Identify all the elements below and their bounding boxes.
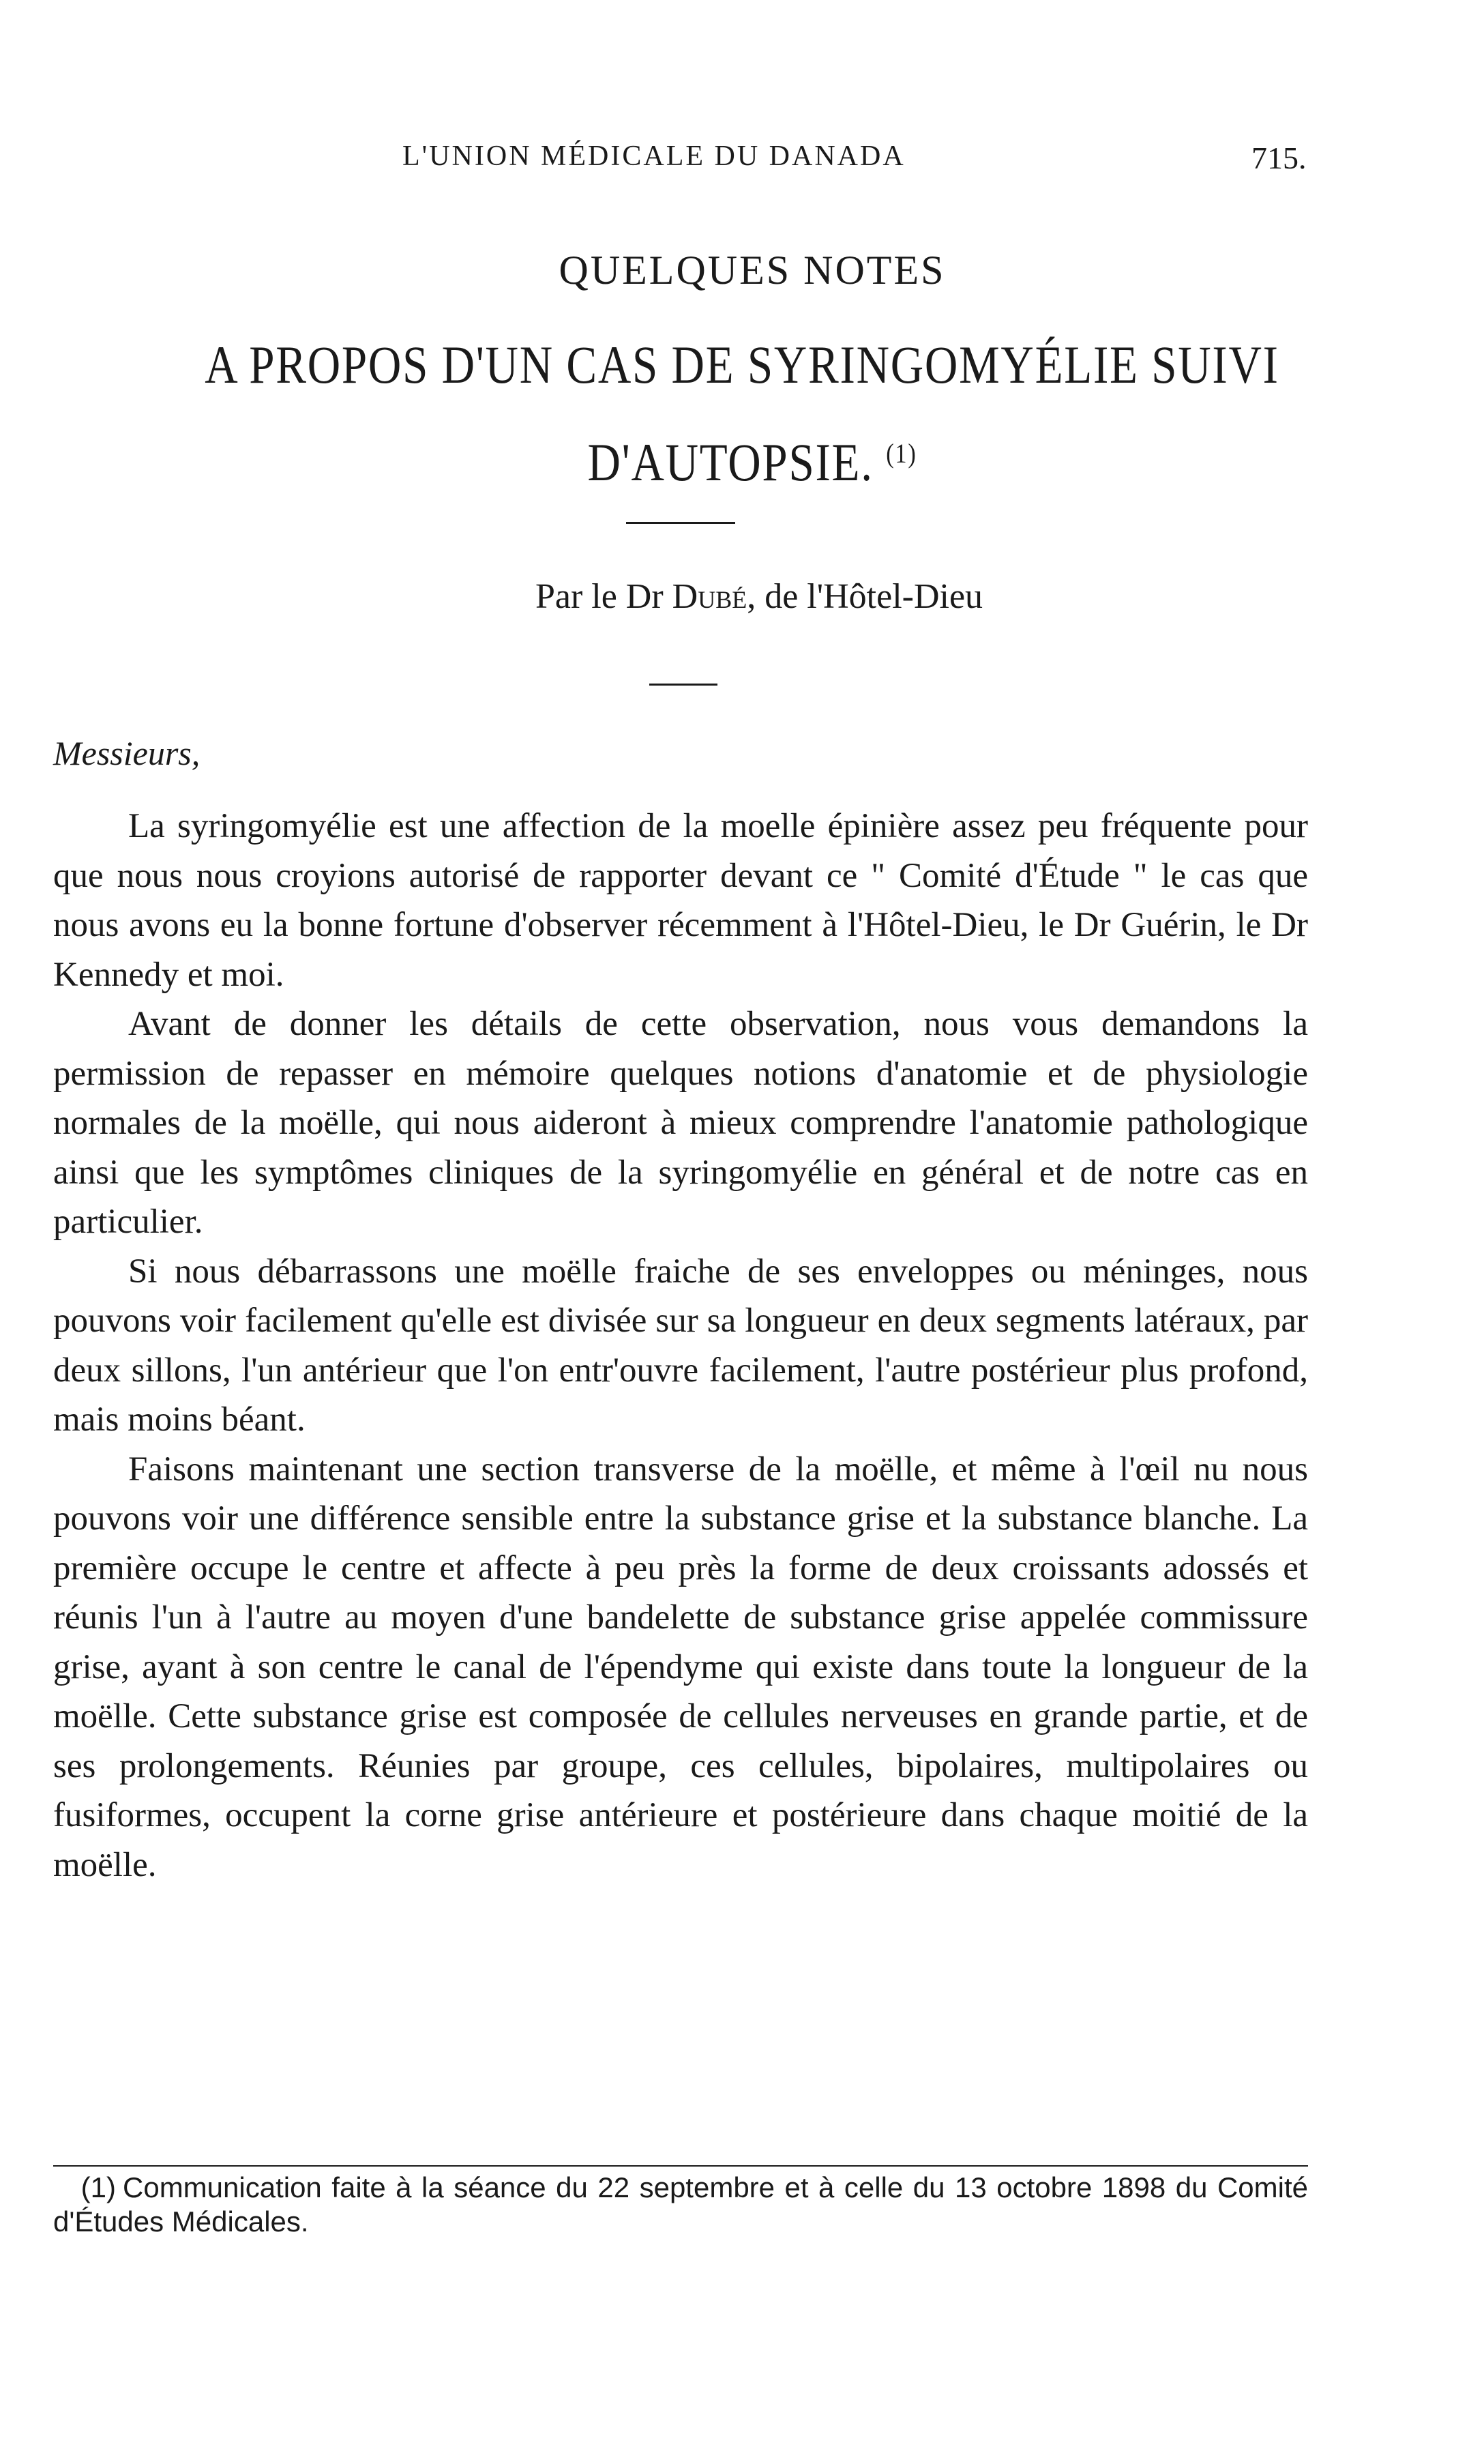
title-divider [626, 522, 735, 524]
title-line-1: QUELQUES NOTES [559, 248, 946, 293]
title-line-2: A PROPOS D'UN CAS DE SYRINGOMYÉLIE SUIVI [205, 335, 1279, 394]
footnote-mark: (1) [80, 2171, 116, 2203]
title-line-3-text: D'AUTOPSIE. [587, 432, 874, 492]
salutation: Messieurs, [53, 734, 201, 772]
byline [0, 576, 1484, 617]
byline-author: Dubé [672, 577, 747, 616]
footnote-divider [53, 2165, 1308, 2167]
page-number: 715. [1251, 141, 1307, 175]
paragraph: Faisons maintenant une section transverse de la moëlle, et même à l'œil nu nous pouvons voir une différence sensible entre la substance grise et la substance blanche. La première occupe le centre et affecte à peu près la forme de deux croissants adossés et réunis l'un à l'autre au moyen d'une bandelette de substance grise appelée commissure grise, ayant à son centre le canal de l'épendyme qui existe dans toute la longueur de la moëlle. Cette substance grise est composée de cellules nerveuses en grande partie, et de ses prolongements. Réunies par groupe, ces cellules, bipolaires, multipolaires ou fusiformes, occupent la corne grise antérieure et postérieure dans chaque moitié de la moëlle. [53, 1450, 1308, 1884]
paragraph: La syringomyélie est une affection de la moelle épinière assez peu fréquente pour que nous nous croyions autorisé de rapporter devant ce " Comité d'Étude " le cas que nous avons eu la bonne fortune d'observer récemment à l'Hôtel-Dieu, le Dr Guérin, le Dr Kennedy et moi. [53, 807, 1308, 994]
title-note-mark: (1) [886, 438, 917, 469]
byline-divider [649, 684, 717, 686]
title-line-3 [123, 423, 1382, 493]
running-header [0, 140, 1484, 181]
byline-suffix: , de l'Hôtel-Dieu [747, 577, 983, 616]
byline-prefix: Par le Dr [535, 577, 664, 616]
paragraph: Si nous débarrassons une moëlle fraiche de ses enveloppes ou méninges, nous pouvons voir facilement qu'elle est divisée sur sa longueur en deux segments latéraux, par deux sillons, l'un antérieur que l'on entr'ouvre facilement, l'autre postérieur plus profond, mais moins béant. [53, 1252, 1308, 1439]
body-text [53, 802, 1308, 1890]
footnote-text: Communication faite à la séance du 22 septembre et à celle du 13 octobre 1898 du Comité d'Études Médicales. [53, 2171, 1308, 2238]
article-title [0, 246, 1484, 493]
running-title: L'UNION MÉDICALE DU DANADA [402, 141, 906, 172]
footnote [53, 2171, 1308, 2239]
paragraph: Avant de donner les détails de cette observation, nous vous demandons la permission de repasser en mémoire quelques notions d'anatomie et de physiologie normales de la moëlle, qui nous aideront à mieux comprendre l'anatomie pathologique ainsi que les symptômes cliniques de la syringomyélie en général et de notre cas en particulier. [53, 1005, 1308, 1241]
